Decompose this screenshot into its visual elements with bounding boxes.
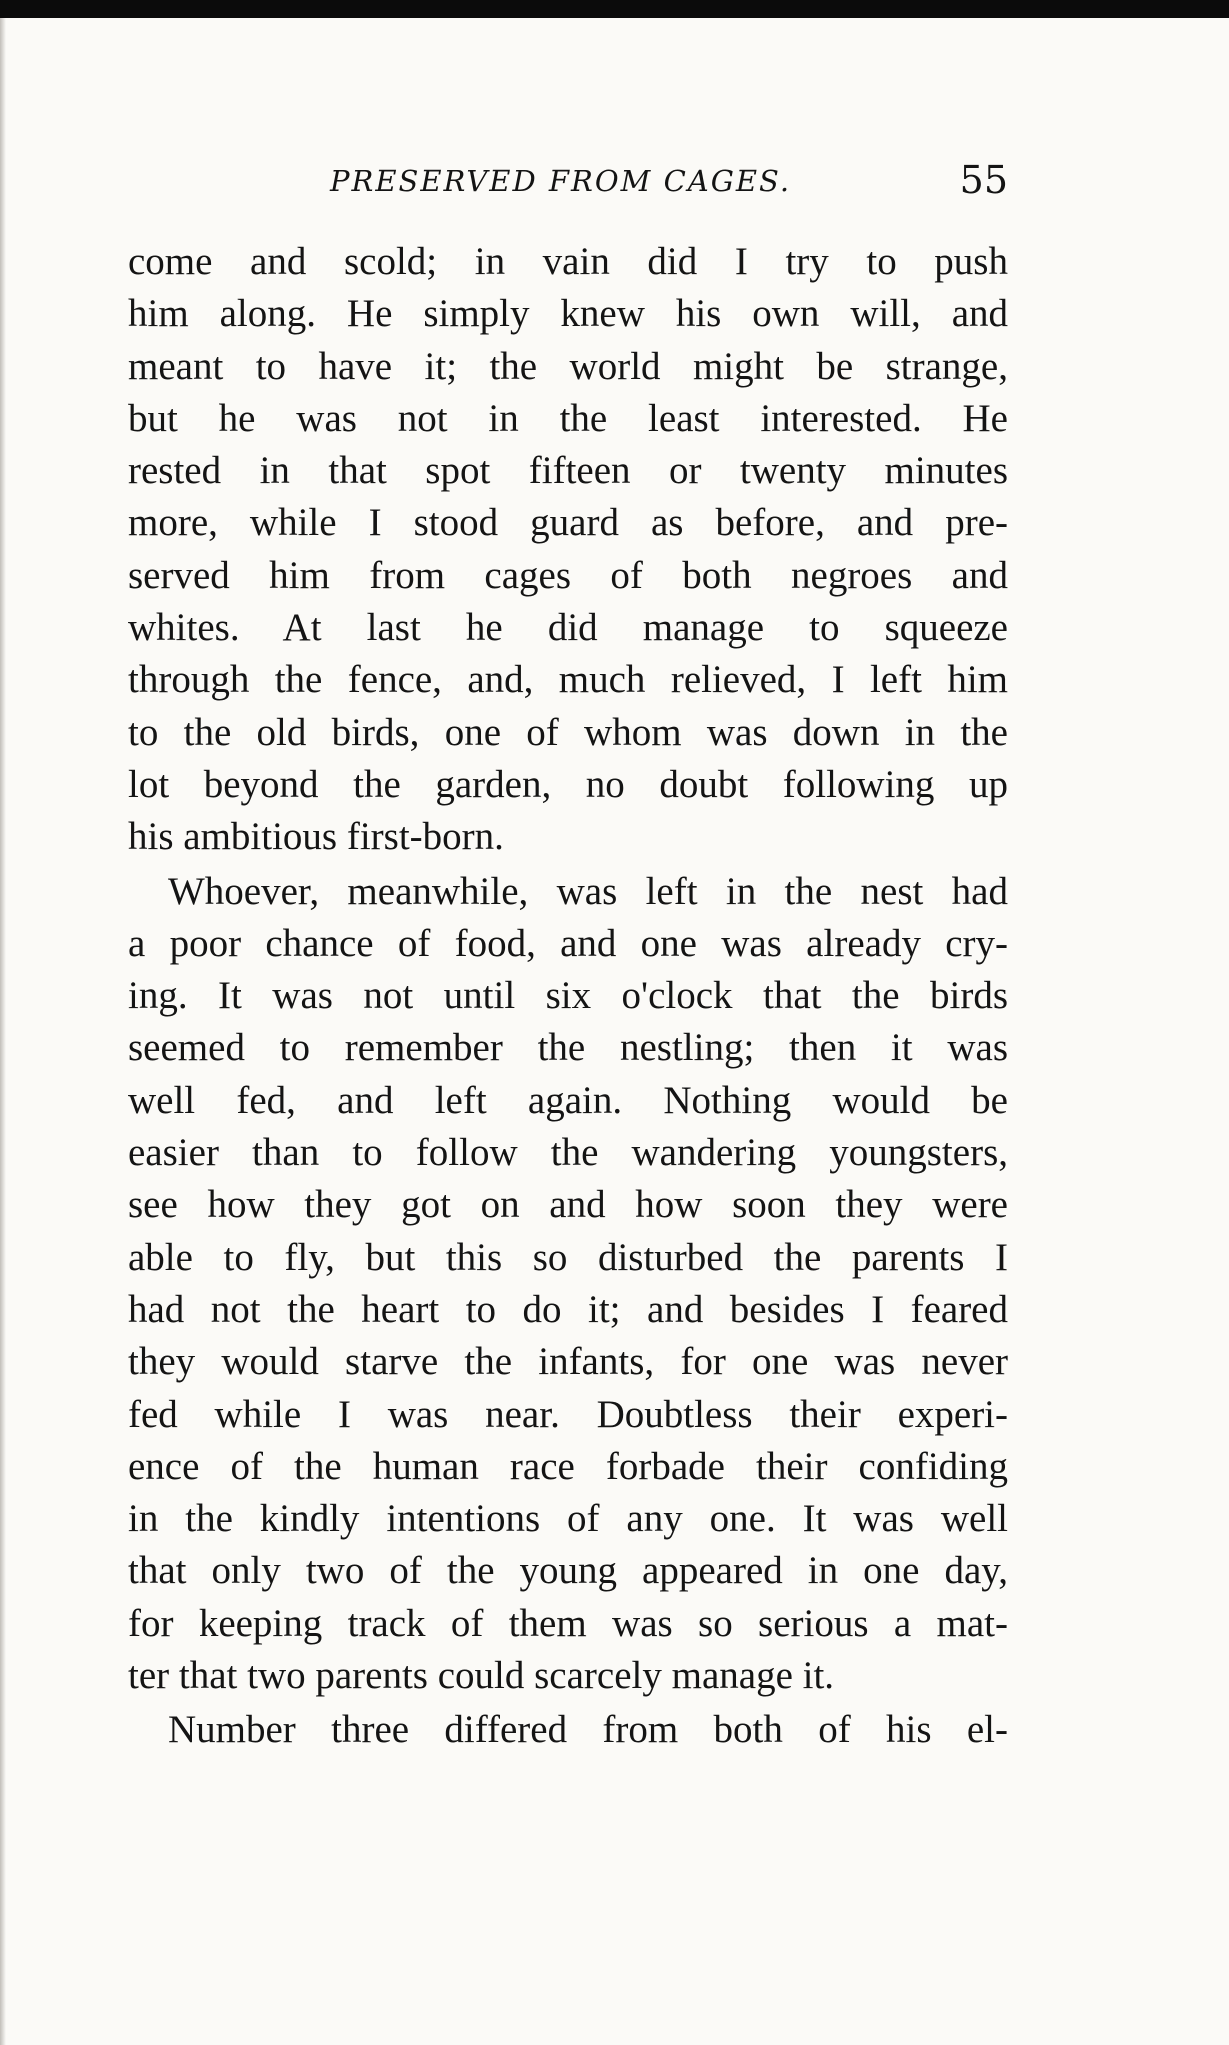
text-line: lot beyond the garden, no doubt following up — [128, 762, 1008, 806]
running-title: PRESERVED FROM CAGES. — [330, 164, 792, 198]
text-line: meant to have it; the world might be strange, — [128, 344, 1008, 388]
text-line: Number three differed from both of his el- — [168, 1708, 1008, 1752]
paragraph — [128, 236, 1008, 864]
scan-left-edge — [0, 18, 6, 2045]
text-line: that only two of the young appeared in one day, — [128, 1549, 1008, 1593]
text-line: a poor chance of food, and one was already cry- — [128, 921, 1008, 965]
text-line: more, while I stood guard as before, and pre- — [128, 501, 1008, 545]
text-line: ence of the human race forbade their confiding — [128, 1444, 1008, 1488]
text-line: see how they got on and how soon they were — [128, 1183, 1008, 1227]
text-line: Whoever, meanwhile, was left in the nest had — [168, 869, 1008, 913]
text-line: to the old birds, one of whom was down in the — [128, 710, 1008, 754]
running-head — [128, 158, 1008, 218]
text-line: in the kindly intentions of any one. It was well — [128, 1497, 1008, 1541]
text-line: but he was not in the least interested. He — [128, 396, 1008, 440]
text-line: ing. It was not until six o'clock that the birds — [128, 974, 1008, 1018]
page-number: 55 — [959, 158, 1008, 202]
paragraph — [128, 866, 1008, 1703]
body-text — [128, 236, 1008, 1759]
text-line: him along. He simply knew his own will, and — [128, 292, 1008, 336]
text-line: fed while I was near. Doubtless their experi- — [128, 1392, 1008, 1436]
text-line: whites. At last he did manage to squeeze — [128, 606, 1008, 650]
text-line: for keeping track of them was so serious a mat- — [128, 1601, 1008, 1645]
text-line: seemed to remember the nestling; then it was — [128, 1026, 1008, 1070]
paragraph — [128, 1704, 1008, 1756]
text-line: had not the heart to do it; and besides I feared — [128, 1287, 1008, 1331]
text-line: able to fly, but this so disturbed the parents I — [128, 1235, 1008, 1279]
text-line: served him from cages of both negroes and — [128, 553, 1008, 597]
text-line: they would starve the infants, for one was never — [128, 1340, 1008, 1384]
text-line: his ambitious first-born. — [128, 815, 504, 859]
scan-top-edge — [0, 0, 1229, 18]
text-line: rested in that spot fifteen or twenty minutes — [128, 449, 1008, 493]
text-line: through the fence, and, much relieved, I left him — [128, 658, 1008, 702]
text-line: come and scold; in vain did I try to push — [128, 240, 1008, 283]
text-line: ter that two parents could scarcely manage it. — [128, 1654, 835, 1698]
text-line: well fed, and left again. Nothing would be — [128, 1078, 1008, 1122]
text-line: easier than to follow the wandering youngsters, — [128, 1131, 1008, 1175]
